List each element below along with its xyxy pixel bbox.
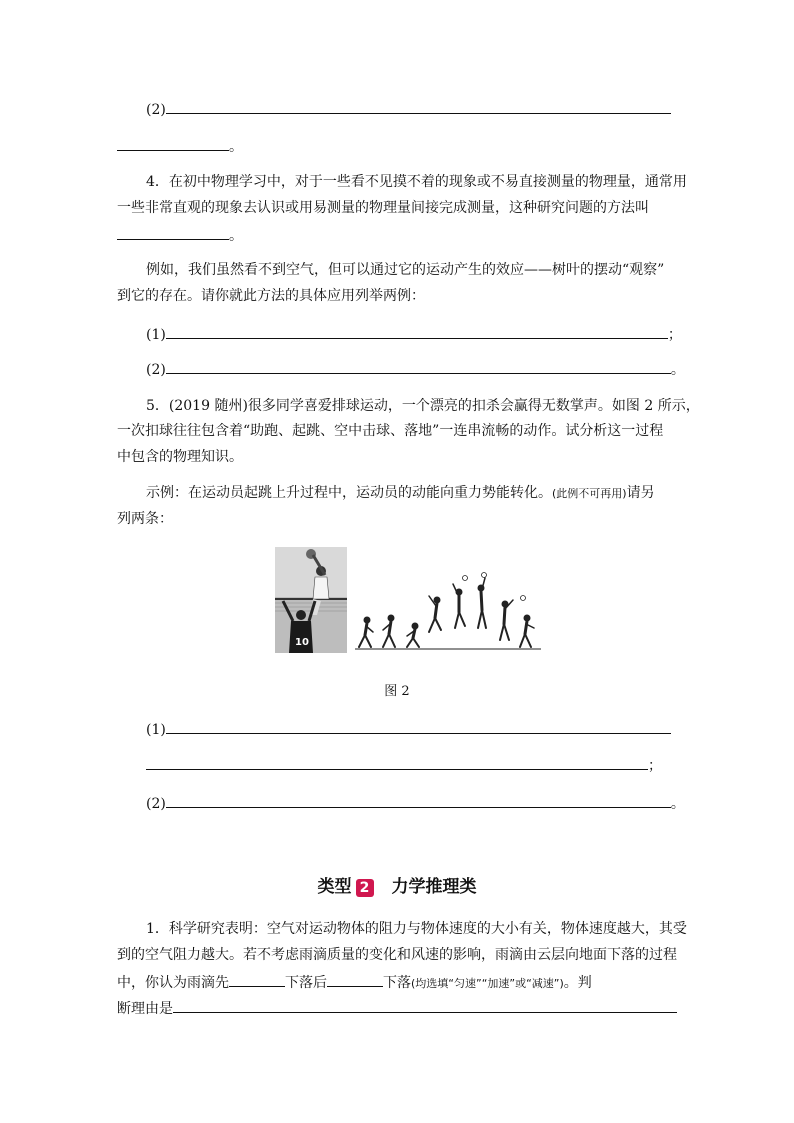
q1-line1: 1．科学研究表明：空气对运动物体的阻力与物体速度的大小有关，物体速度越大，其受 bbox=[146, 921, 687, 937]
q1-line3 bbox=[117, 971, 592, 994]
item-label: (2) bbox=[146, 102, 166, 118]
answer-blank[interactable] bbox=[166, 792, 671, 808]
section-number-badge: 2 bbox=[356, 879, 374, 897]
q5-item-2 bbox=[146, 792, 685, 814]
item-label: (1) bbox=[146, 327, 166, 343]
section-name: 力学推理类 bbox=[391, 877, 477, 897]
example-note: (此例不可再用) bbox=[552, 487, 627, 500]
answer-blank[interactable] bbox=[166, 98, 671, 114]
answer-blank[interactable] bbox=[166, 358, 671, 374]
q4-line1: 4．在初中物理学习中，对于一些看不见摸不着的现象或不易直接测量的物理量，通常用 bbox=[146, 174, 687, 190]
period: 。 bbox=[670, 796, 685, 812]
text-segment: 下落后 bbox=[285, 975, 327, 991]
jersey-number: 10 bbox=[295, 637, 309, 648]
answer-blank[interactable] bbox=[166, 323, 668, 339]
example-tail: 请另 bbox=[626, 485, 655, 501]
item-label: (2) bbox=[146, 362, 166, 378]
prev-item-2-cont bbox=[117, 135, 243, 157]
q1-line4 bbox=[117, 997, 677, 1019]
q4-example-line2: 到它的存在。请你就此方法的具体应用列举两例： bbox=[117, 288, 425, 304]
first-motion-blank[interactable] bbox=[229, 971, 285, 987]
period: 。 bbox=[670, 362, 685, 378]
section-title bbox=[0, 872, 794, 897]
q5-item-1-cont bbox=[146, 754, 662, 776]
q4-item-1 bbox=[146, 323, 682, 345]
text-segment: 。判 bbox=[563, 975, 592, 991]
q5-example-line2: 列两条： bbox=[117, 511, 173, 527]
q5-line2: 一次扣球往往包含着“助跑、起跳、空中击球、落地”一连串流畅的动作。试分析这一过程 bbox=[117, 423, 664, 439]
example-text: 示例：在运动员起跳上升过程中，运动员的动能向重力势能转化。 bbox=[146, 485, 552, 501]
method-blank[interactable] bbox=[117, 224, 229, 240]
semicolon: ； bbox=[667, 327, 682, 343]
q4-item-2 bbox=[146, 358, 685, 380]
prev-item-2 bbox=[146, 98, 671, 120]
spike-sequence-illustration bbox=[355, 570, 543, 654]
second-motion-blank[interactable] bbox=[327, 971, 383, 987]
choice-note: (均选填“匀速”“加速”或“减速”) bbox=[411, 977, 564, 990]
q4-line3 bbox=[117, 224, 243, 246]
text-segment: 下落 bbox=[383, 975, 411, 991]
q5-item-1 bbox=[146, 718, 671, 740]
figure-caption: 图 2 bbox=[384, 684, 410, 699]
q5-line1: 5．(2019 随州)很多同学喜爱排球运动，一个漂亮的扣杀会赢得无数掌声。如图 2 所示， bbox=[146, 398, 700, 414]
spike-photo-illustration bbox=[275, 547, 347, 653]
period: 。 bbox=[229, 139, 243, 155]
q5-line3: 中包含的物理知识。 bbox=[117, 449, 243, 465]
semicolon: ； bbox=[648, 758, 662, 774]
answer-blank[interactable] bbox=[166, 718, 671, 734]
period: 。 bbox=[229, 228, 243, 244]
q4-example-line1: 例如，我们虽然看不到空气，但可以通过它的运动产生的效应——树叶的摆动“观察” bbox=[146, 262, 665, 278]
text-segment: 中，你认为雨滴先 bbox=[117, 975, 229, 991]
q4-line2: 一些非常直观的现象去认识或用易测量的物理量间接完成测量，这种研究问题的方法叫 bbox=[117, 200, 649, 216]
text-segment: 断理由是 bbox=[117, 1001, 173, 1017]
item-label: (2) bbox=[146, 796, 166, 812]
reason-blank[interactable] bbox=[173, 997, 677, 1013]
volleyball-photo bbox=[275, 547, 347, 653]
q1-line2: 到的空气阻力越大。若不考虑雨滴质量的变化和风速的影响，雨滴由云层向地面下落的过程 bbox=[117, 947, 677, 963]
answer-blank[interactable] bbox=[146, 754, 648, 770]
q5-example-line1 bbox=[146, 483, 655, 504]
section-prefix: 类型 bbox=[317, 877, 352, 897]
item-label: (1) bbox=[146, 722, 166, 738]
answer-blank[interactable] bbox=[117, 135, 229, 151]
